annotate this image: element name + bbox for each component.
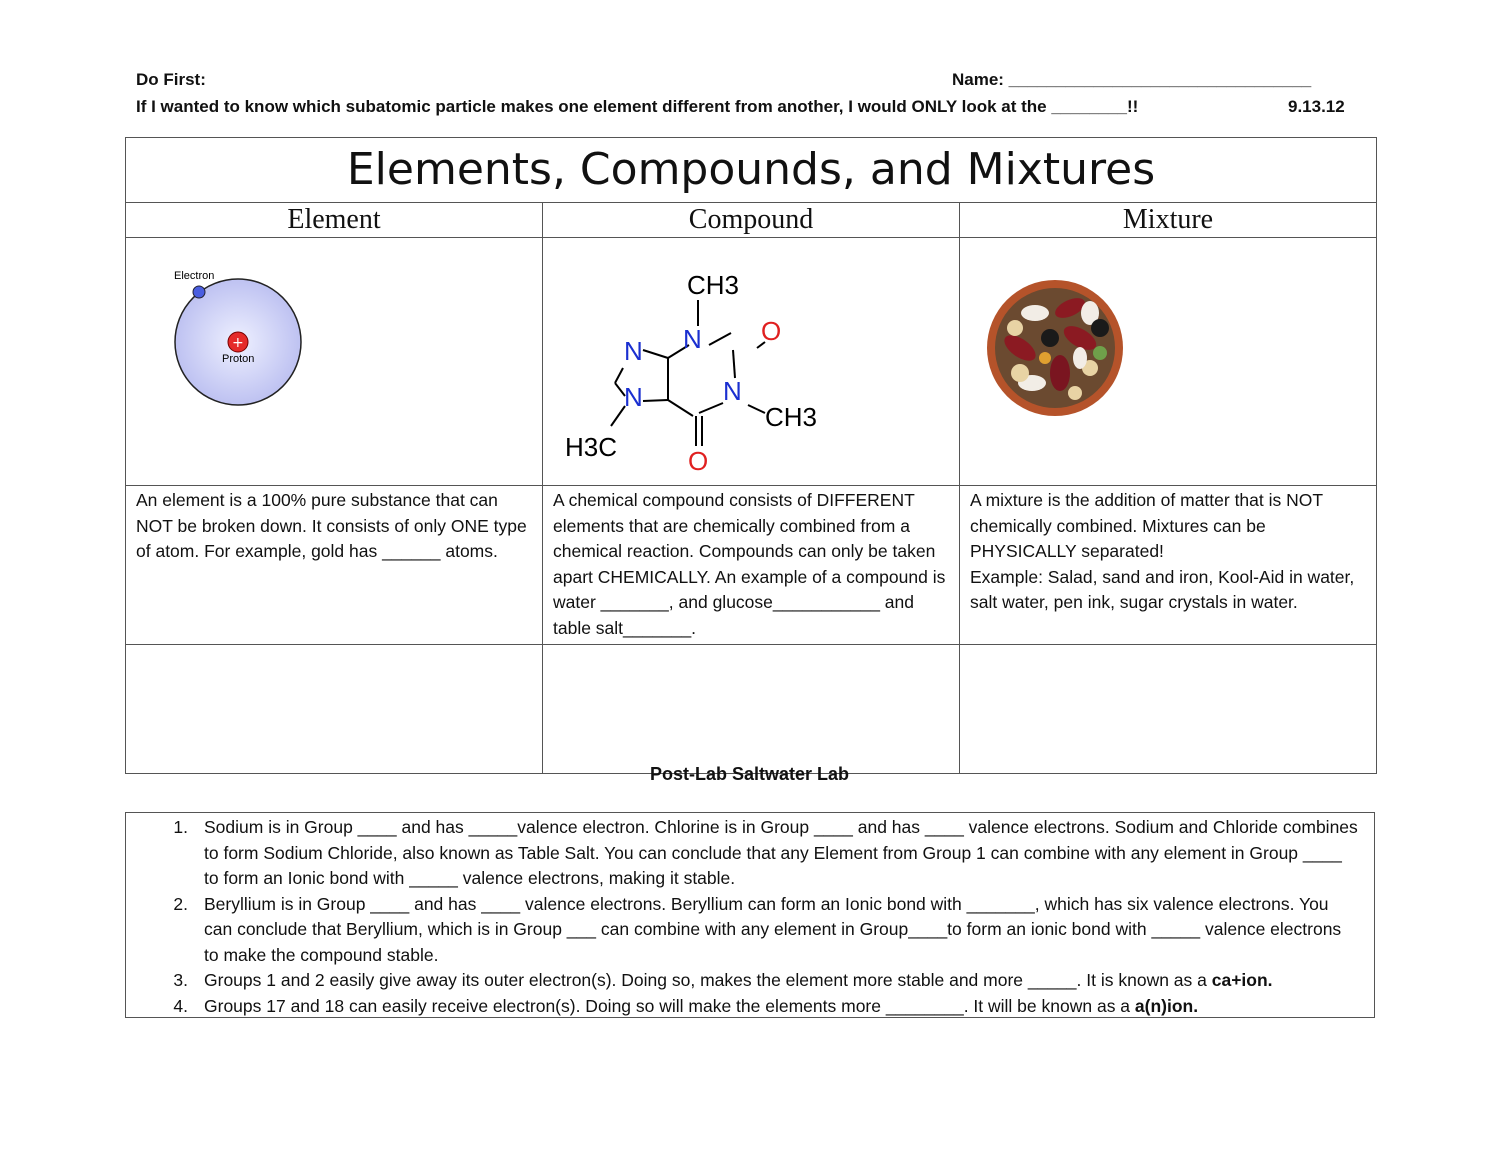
post-lab-title: Post-Lab Saltwater Lab bbox=[649, 764, 850, 784]
list-item bbox=[126, 968, 1374, 994]
element-answer-cell[interactable] bbox=[126, 644, 543, 773]
worksheet-title: Elements, Compounds, and Mixtures bbox=[126, 138, 1377, 203]
bean-bowl-image bbox=[960, 238, 1376, 480]
item-bold-term: ca+ion. bbox=[1211, 970, 1273, 990]
item-text: Groups 1 and 2 easily give away its outer electron(s). Doing so, makes the element more stable and more _____. It is known as a bbox=[204, 970, 1212, 990]
oxygen-label: O bbox=[688, 446, 709, 476]
list-item bbox=[126, 815, 1374, 892]
do-first-question: If I wanted to know which subatomic particle makes one element different from another, I would ONLY look at the ________!! bbox=[136, 97, 1139, 116]
nitrogen-label: N bbox=[624, 336, 643, 366]
electron-label: Electron bbox=[174, 270, 215, 282]
post-lab-questions bbox=[125, 812, 1375, 1018]
bean-mixture-cell bbox=[960, 238, 1377, 486]
item-text: Groups 17 and 18 can easily receive electron(s). Doing so will make the elements more ________. It will be known as a bbox=[204, 995, 1135, 1016]
item-text: Beryllium is in Group ____ and has ____ valence electrons. Beryllium can form an Ionic bond with _______, which has six valence electrons. You can conclude that Beryllium, which is in Group ___ can combine with any element in Group____to form an ionic bond with _____ valence electrons to make the compound stable. bbox=[204, 893, 1342, 965]
caffeine-structure bbox=[543, 238, 959, 480]
mixture-answer-cell[interactable] bbox=[960, 644, 1377, 773]
nitrogen-label: N bbox=[723, 376, 742, 406]
list-item bbox=[126, 994, 1374, 1020]
atom-diagram bbox=[126, 238, 542, 480]
column-header-compound: Compound bbox=[543, 203, 960, 238]
item-text: Sodium is in Group ____ and has _____valence electron. Chlorine is in Group ____ and has ____ valence electrons. Sodium and Chloride combines to form Sodium Chloride, also known as Table Salt. You can conclude that any Element from Group 1 can combine with any element in Group ____ to form an Ionic bond with _____ valence electrons, making it stable. bbox=[204, 817, 1358, 888]
name-field: Name: ________________________________ bbox=[952, 70, 1312, 89]
item-bold-term: a(n)ion. bbox=[1134, 995, 1199, 1016]
item-number: 1. bbox=[173, 817, 188, 837]
electron-icon bbox=[193, 286, 205, 298]
do-first-label: Do First: bbox=[136, 70, 206, 89]
svg-text:+: + bbox=[232, 335, 244, 351]
date: 9.13.12 bbox=[1288, 97, 1345, 116]
atom-diagram-cell bbox=[126, 238, 543, 486]
item-number: 2. bbox=[173, 893, 188, 914]
oxygen-label: O bbox=[761, 316, 782, 346]
proton-label: Proton bbox=[222, 353, 255, 365]
nitrogen-label: N bbox=[624, 382, 643, 412]
methyl-top: CH3 bbox=[687, 270, 740, 300]
worksheet-table bbox=[125, 137, 1377, 774]
methyl-left: H3C bbox=[565, 432, 618, 462]
compound-answer-cell[interactable] bbox=[543, 644, 960, 773]
item-number: 3. bbox=[173, 970, 188, 990]
column-header-element: Element bbox=[126, 203, 543, 238]
list-item bbox=[126, 892, 1374, 969]
compound-description: A chemical compound consists of DIFFERENT elements that are chemically combined from a chemical reaction. Compounds can only be taken apart CHEMICALLY. An example of a compound is water _______, and glucose___________ and table salt_______. bbox=[543, 486, 960, 645]
item-number: 4. bbox=[173, 995, 188, 1016]
mixture-description: A mixture is the addition of matter that is NOT chemically combined. Mixtures can be PHYSICALLY separated! Example: Salad, sand and iron, Kool-Aid in water, salt water, pen ink, sugar crystals in water. bbox=[960, 486, 1377, 645]
methyl-right: CH3 bbox=[765, 402, 818, 432]
nitrogen-label: N bbox=[683, 324, 702, 354]
element-description: An element is a 100% pure substance that can NOT be broken down. It consists of only ONE type of atom. For example, gold has ______ atoms. bbox=[126, 486, 543, 645]
caffeine-structure-cell bbox=[543, 238, 960, 486]
column-header-mixture: Mixture bbox=[960, 203, 1377, 238]
